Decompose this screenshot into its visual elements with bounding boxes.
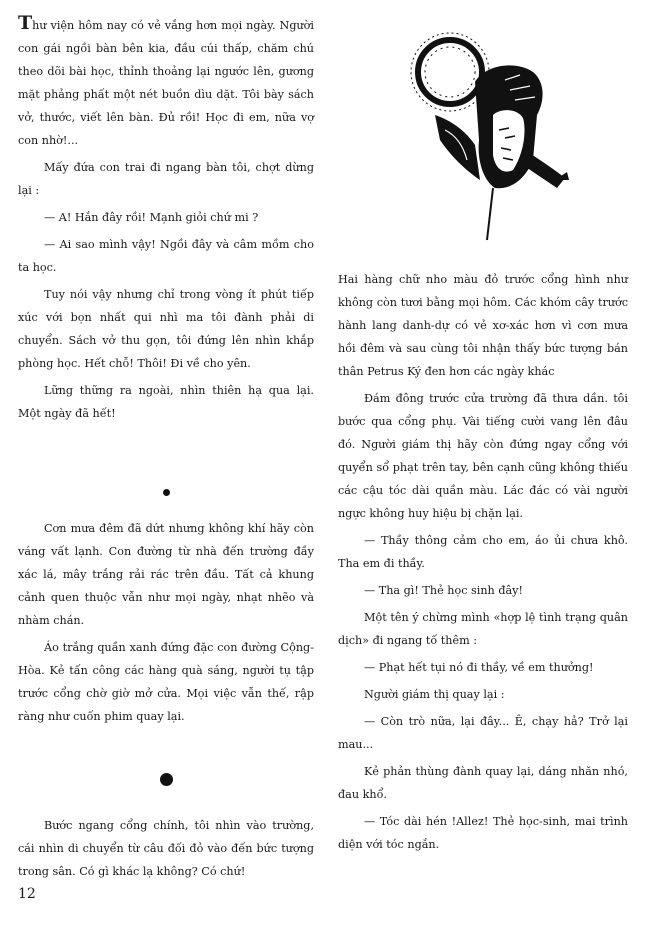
- drop-cap: T: [18, 12, 33, 34]
- paragraph: Đám đông trước cửa trường đã thưa dần. tôi bước qua cổng phụ. Vài tiếng cười vang lên đâu đó. Người giám thị hãy còn đứng ngay cổng với quyển sổ phạt trên tay, bên cạnh cũng không thiếu các cậu tóc dài quần màu. Lác đác có vài người ngực không huy hiệu bị chặn lại.: [338, 392, 628, 520]
- separator-dot-icon: [163, 489, 170, 496]
- dialogue-line: — Tha gì! Thẻ học sinh đây!: [364, 584, 523, 597]
- paragraph: Bước ngang cổng chính, tôi nhìn vào trường, cái nhìn di chuyển từ câu đối đỏ vào đến bức tượng trong sân. Có gì khác lạ không? Có chứ!: [18, 819, 314, 878]
- paragraph: Mấy đứa con trai đi ngang bàn tôi, chợt dừng lại :: [18, 161, 314, 197]
- dialogue-line: — Thầy thông cảm cho em, áo ủi chưa khô. Tha em đi thầy.: [338, 534, 628, 570]
- section-separator: [18, 764, 314, 794]
- page-number: 12: [18, 886, 36, 902]
- paragraph: Người giám thị quay lại :: [364, 688, 505, 701]
- paragraph: Hai hàng chữ nho màu đỏ trước cổng hình như không còn tươi bằng mọi hôm. Các khóm cây trước hành lang danh-dự có vẻ xơ-xác hơn vì cơn mưa hồi đêm và sau cùng tôi nhận thấy bức tượng bán thân Petrus Ký đen hơn các ngày khác: [338, 273, 628, 378]
- separator-dot-icon: [160, 773, 173, 786]
- dialogue-line: — A! Hắn đây rồi! Mạnh giỏi chứ mi ?: [44, 211, 259, 224]
- dialogue-line: — Phạt hết tụi nó đi thầy, về em thưởng!: [364, 661, 594, 674]
- paragraph: Kẻ phản thùng đành quay lại, dáng nhăn nhó, đau khổ.: [338, 765, 628, 801]
- ink-illustration: [405, 20, 570, 245]
- dialogue-line: — Ai sao mình vậy! Ngồi đây và câm mồm cho ta học.: [18, 238, 314, 274]
- paragraph: Áo trắng quần xanh đứng đặc con đường Cộng-Hòa. Kẻ tấn công các hàng quà sáng, người tụ tập trước cổng chờ giờ mở cửa. Mọi việc vẫn thế, rập ràng như cuốn phim quay lại.: [18, 641, 314, 723]
- left-column: [18, 14, 314, 887]
- paragraph: Một tên ý chừng mình «hợp lệ tình trạng quân dịch» đi ngang tố thêm :: [338, 611, 628, 647]
- dialogue-line: — Tóc dài hén !Allez! Thẻ học-sinh, mai trình diện với tóc ngắn.: [338, 815, 628, 851]
- right-column: [338, 268, 628, 860]
- section-separator: [18, 477, 314, 507]
- paragraph: Cơn mưa đêm đã dứt nhưng không khí hãy còn váng vất lạnh. Con đường từ nhà đến trường đầy xác lá, mây trắng rải rác trên đầu. Tất cả khung cảnh quen thuộc vẫn như mọi ngày, nhạt nhẽo và nhàm chán.: [18, 522, 314, 627]
- dialogue-line: — Còn trò nữa, lại đây... Ê, chạy hả? Trở lại mau...: [338, 715, 628, 751]
- paragraph: Lững thững ra ngoài, nhìn thiên hạ qua lại. Một ngày đã hết!: [18, 384, 314, 420]
- paragraph: Thư viện hôm nay có vẻ vắng hơn mọi ngày. Người con gái ngồi bàn bên kia, đầu cúi thấp, chăm chú theo dõi bài học, thỉnh thoảng lại ngước lên, gương mặt phảng phất một nét buồn dìu dặt. Tôi bày sách vở, thước, viết lên bàn. Đủ rồi! Học đi em, nữa vợ con nhờ!...: [18, 12, 314, 147]
- paragraph: Tuy nói vậy nhưng chỉ trong vòng ít phút tiếp xúc với bọn nhất qui nhì ma tôi đành phải di chuyển. Sách vở thu gọn, tôi đứng lên nhìn khắp phòng học. Hết chỗ! Thôi! Đi về cho yên.: [18, 288, 314, 370]
